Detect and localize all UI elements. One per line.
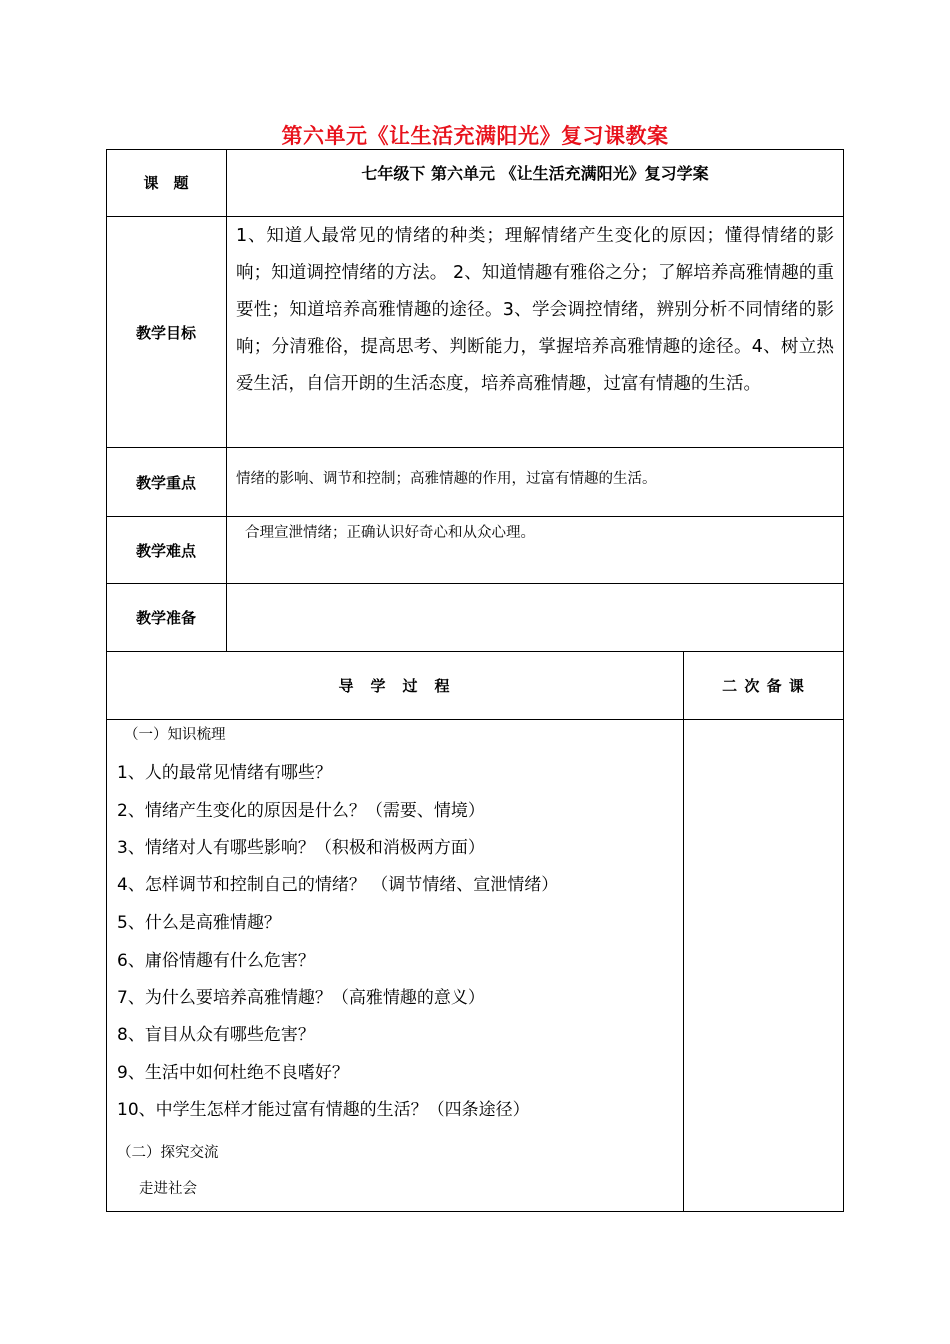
second-prep-header: 二 次 备 课 — [722, 677, 805, 695]
table-border-bottom — [106, 1211, 844, 1212]
goals-label: 教学目标 — [135, 323, 196, 342]
table-border-right — [843, 149, 844, 1212]
preparation-label: 教学准备 — [135, 609, 196, 627]
row-divider — [106, 719, 844, 720]
list-item: 10、中学生怎样才能过富有情趣的生活？（四条途径） — [117, 1100, 530, 1120]
goals-text: 1、知道人最常见的情绪的种类；理解情绪产生变化的原因；懂得情绪的影响；知道调控情绪的方法。 2、知道情趣有雅俗之分；了解培养高雅情趣的重要性；知道培养高雅情趣的途径。3、学会调控情绪，辨别分析不同情绪的影响；分清雅俗，提高思考、判断能力，掌握培养高雅情趣的途径。4、树立热爱生活，自信开朗的生活态度，培养高雅情趣，过富有情趣的生活。 — [236, 226, 834, 394]
topic-value: 七年级下 第六单元 《让生活充满阳光》复习学案 — [361, 164, 709, 183]
column-divider — [683, 651, 684, 1212]
list-item: 7、为什么要培养高雅情趣？（高雅情趣的意义） — [117, 988, 485, 1008]
list-item: 3、情绪对人有哪些影响？（积极和消极两方面） — [117, 838, 485, 858]
process-header: 导 学 过 程 — [338, 677, 451, 695]
lesson-plan-table — [106, 149, 844, 1212]
list-item: 6、庸俗情趣有什么危害？ — [117, 951, 315, 971]
topic-label: 课 题 — [143, 174, 189, 192]
section-knowledge-title: （一）知识梳理 — [124, 727, 226, 743]
difficulties-label: 教学难点 — [135, 541, 196, 560]
list-item: 4、怎样调节和控制自己的情绪？ （调节情绪、宣泄情绪） — [117, 875, 559, 895]
document-title: 第六单元《让生活充满阳光》复习课教案 — [281, 123, 669, 148]
list-item: 9、生活中如何杜绝不良嗜好？ — [117, 1063, 349, 1083]
list-item: 5、什么是高雅情趣？ — [117, 913, 281, 933]
list-item: 1、人的最常见情绪有哪些？ — [117, 763, 332, 783]
key-points-text: 情绪的影响、调节和控制；高雅情趣的作用，过富有情趣的生活。 — [236, 471, 657, 487]
section-explore-subtitle: 走进社会 — [139, 1181, 197, 1197]
key-points-label: 教学重点 — [135, 473, 196, 492]
list-item: 2、情绪产生变化的原因是什么？（需要、情境） — [117, 801, 485, 821]
section-explore-title: （二）探究交流 — [117, 1145, 219, 1161]
list-item: 8、盲目从众有哪些危害？ — [117, 1025, 315, 1045]
difficulties-text: 合理宣泄情绪；正确认识好奇心和从众心理。 — [245, 525, 535, 541]
